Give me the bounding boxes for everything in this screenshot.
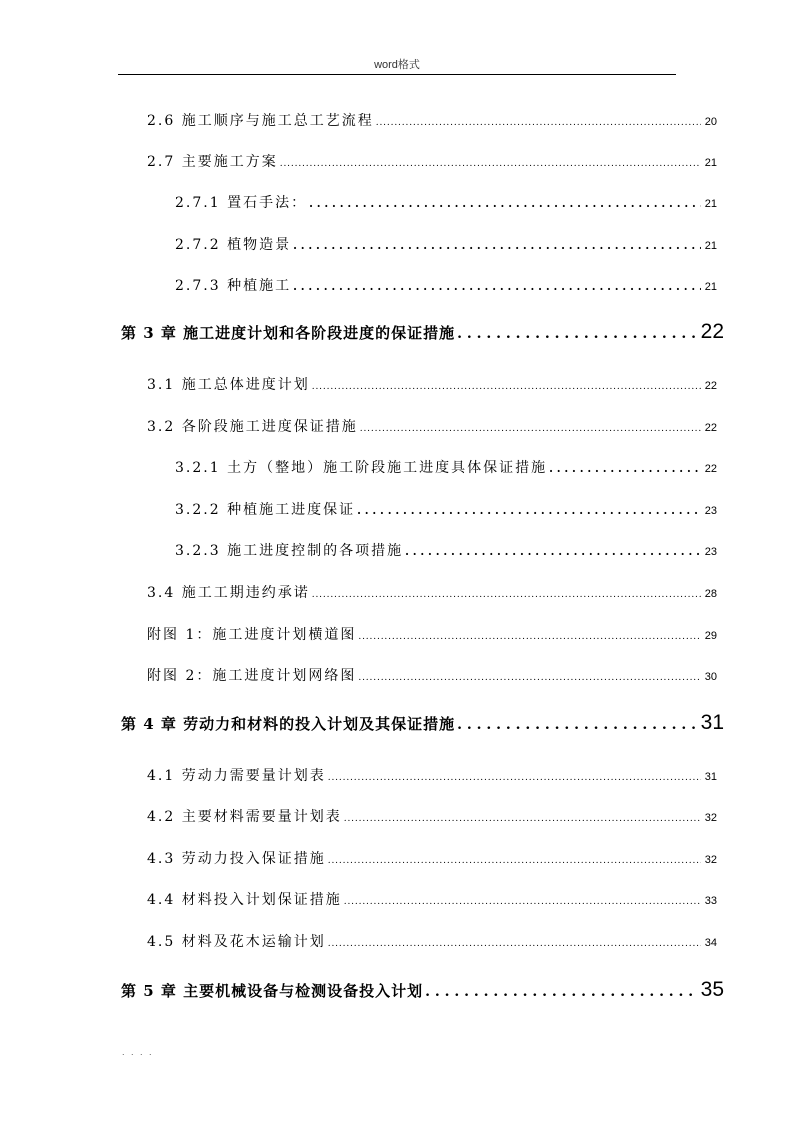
toc-entry-label: 3.2.1 土方（整地）施工阶段施工进度具体保证措施 — [175, 460, 548, 476]
toc-leader — [344, 897, 701, 907]
toc-leader — [457, 326, 697, 342]
toc-leader — [312, 590, 701, 600]
toc-chapter-page: 35 — [700, 978, 724, 1001]
toc-entry-page: 34 — [704, 937, 717, 949]
toc-chapter-entry[interactable] — [121, 978, 724, 1002]
toc-entry-label: 4.1 劳动力需要量计划表 — [147, 768, 326, 784]
header-rule — [118, 74, 676, 75]
toc-entry[interactable] — [147, 931, 717, 951]
toc-entry[interactable] — [175, 275, 717, 295]
toc-leader — [280, 159, 701, 169]
toc-entry-page: 23 — [704, 505, 717, 517]
toc-entry-label: 3.2 各阶段施工进度保证措施 — [147, 419, 358, 435]
toc-leader — [328, 773, 701, 783]
toc-entry-page: 21 — [704, 240, 717, 252]
toc-entry-page: 21 — [704, 157, 717, 169]
toc-leader — [358, 673, 700, 683]
toc-entry-page: 22 — [704, 422, 717, 434]
toc-entry[interactable] — [175, 540, 717, 560]
toc-entry-label: 4.3 劳动力投入保证措施 — [147, 851, 326, 867]
toc-entry-page: 29 — [704, 630, 717, 642]
toc-entry-page: 31 — [704, 771, 717, 783]
toc-entry-page: 28 — [704, 588, 717, 600]
toc-entry[interactable] — [147, 665, 717, 685]
toc-leader — [425, 984, 697, 1000]
toc-chapter-label: 第 3 章 施工进度计划和各阶段进度的保证措施 — [121, 324, 456, 342]
toc-leader — [293, 280, 701, 293]
toc-entry-page: 22 — [704, 380, 717, 392]
toc-chapter-label: 第 4 章 劳动力和材料的投入计划及其保证措施 — [121, 715, 456, 733]
toc-entry[interactable] — [147, 110, 717, 130]
toc-entry[interactable] — [147, 151, 717, 171]
toc-leader — [309, 197, 701, 210]
toc-entry[interactable] — [175, 499, 717, 519]
toc-entry-page: 33 — [704, 895, 717, 907]
toc-entry-label: 3.4 施工工期违约承诺 — [147, 585, 310, 601]
toc-entry-page: 23 — [704, 546, 717, 558]
footer-marks: . . . . — [122, 1047, 154, 1057]
toc-entry[interactable] — [147, 624, 717, 644]
toc-entry-label: 4.2 主要材料需要量计划表 — [147, 809, 342, 825]
toc-entry-label: 2.7.3 种植施工 — [175, 278, 292, 294]
toc-leader — [358, 632, 700, 642]
toc-entry-label: 2.7.2 植物造景 — [175, 237, 292, 253]
toc-entry[interactable] — [147, 416, 717, 436]
toc-entry-label: 3.2.2 种植施工进度保证 — [175, 502, 356, 518]
toc-entry[interactable] — [147, 806, 717, 826]
toc-chapter-entry[interactable] — [121, 711, 724, 735]
toc-entry[interactable] — [175, 234, 717, 254]
toc-entry[interactable] — [147, 889, 717, 909]
toc-entry-label: 4.4 材料投入计划保证措施 — [147, 892, 342, 908]
toc-entry-label: 2.7 主要施工方案 — [147, 154, 278, 170]
toc-chapter-entry[interactable] — [121, 320, 724, 344]
toc-entry-page: 21 — [704, 198, 717, 210]
toc-leader — [405, 545, 701, 558]
toc-entry-page: 21 — [704, 281, 717, 293]
toc-entry[interactable] — [175, 192, 717, 212]
toc-leader — [293, 239, 701, 252]
toc-leader — [312, 382, 701, 392]
toc-leader — [360, 424, 701, 434]
toc-leader — [549, 462, 701, 475]
toc-entry[interactable] — [147, 765, 717, 785]
toc-entry-page: 22 — [704, 463, 717, 475]
toc-entry-label: 3.2.3 施工进度控制的各项措施 — [175, 543, 404, 559]
toc-chapter-page: 31 — [700, 711, 724, 734]
toc-entry[interactable] — [147, 374, 717, 394]
toc-entry-label: 3.1 施工总体进度计划 — [147, 377, 310, 393]
toc-entry-page: 32 — [704, 812, 717, 824]
toc-entry-page: 30 — [704, 671, 717, 683]
toc-entry[interactable] — [147, 848, 717, 868]
toc-leader — [328, 939, 701, 949]
toc-entry-label: 2.6 施工顺序与施工总工艺流程 — [147, 113, 374, 129]
toc-chapter-label: 第 5 章 主要机械设备与检测设备投入计划 — [121, 982, 424, 1000]
toc-entry-label: 附图 2：施工进度计划网络图 — [147, 668, 357, 684]
toc-leader — [357, 504, 701, 517]
toc-chapter-page: 22 — [700, 320, 724, 343]
toc-entry-label: 4.5 材料及花木运输计划 — [147, 934, 326, 950]
toc-entry-page: 20 — [704, 116, 717, 128]
toc-leader — [457, 717, 697, 733]
toc-entry-label: 附图 1：施工进度计划横道图 — [147, 627, 357, 643]
toc-entry-label: 2.7.1 置石手法： — [175, 195, 308, 211]
toc-entry[interactable] — [175, 457, 717, 477]
page-header-title: word格式 — [374, 59, 420, 71]
toc-leader — [328, 856, 701, 866]
toc-leader — [376, 118, 701, 128]
toc-entry[interactable] — [147, 582, 717, 602]
toc-entry-page: 32 — [704, 854, 717, 866]
toc-leader — [344, 814, 701, 824]
